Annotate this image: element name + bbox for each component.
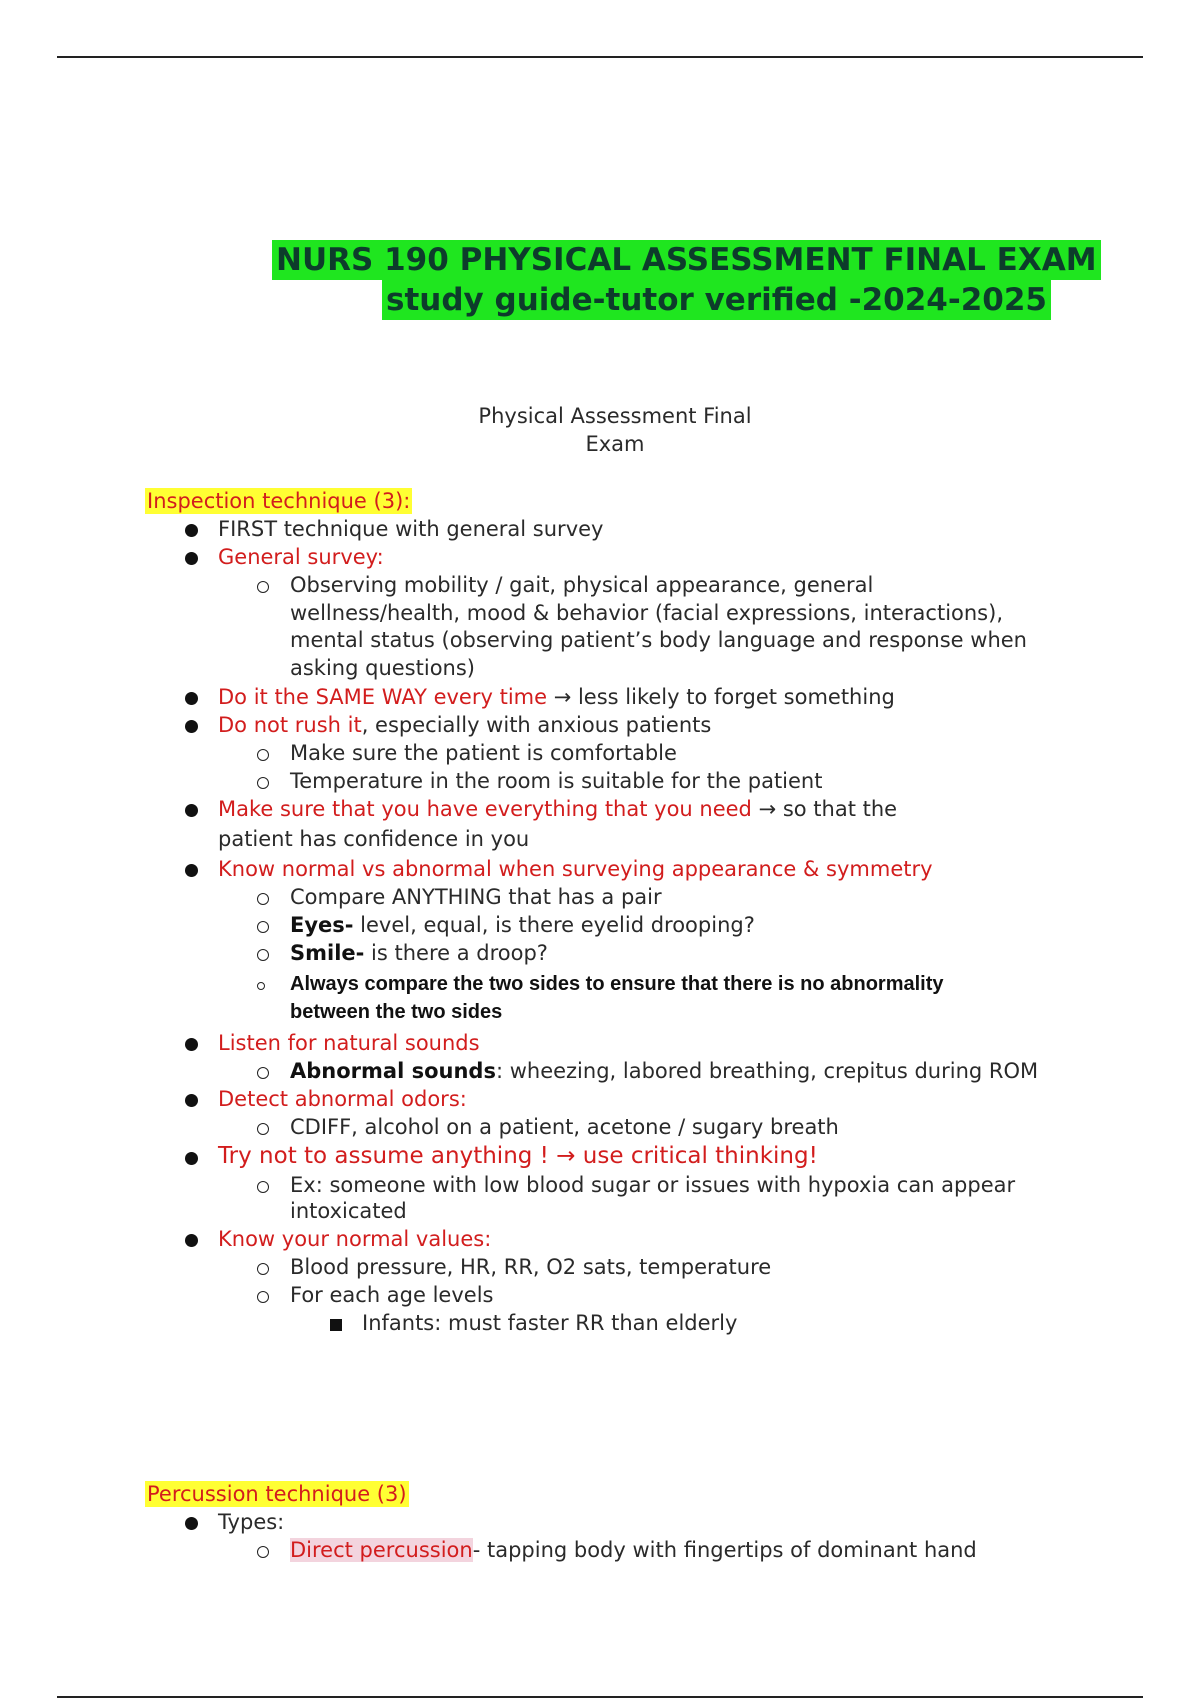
disc-bullet-icon: [185, 1038, 198, 1051]
list-item: Detect abnormal odors:: [218, 1087, 467, 1111]
circle-bullet-icon: [257, 1291, 269, 1303]
circle-bullet-icon: [257, 777, 269, 789]
list-item: Make sure the patient is comfortable: [290, 741, 677, 765]
list-item: Know your normal values:: [218, 1227, 492, 1251]
list-item-rest: is there a droop?: [364, 941, 548, 965]
list-item: General survey:: [218, 545, 384, 569]
subtitle-line-1: Physical Assessment Final: [478, 404, 752, 428]
list-item: Know normal vs abnormal when surveying appearance & symmetry: [218, 857, 933, 881]
list-item: [218, 712, 711, 738]
percussion-heading: Percussion technique (3): [147, 1482, 407, 1506]
list-item: [290, 1058, 1038, 1084]
emphasis-text: Do it the SAME WAY every time: [218, 685, 548, 709]
circle-bullet-icon: [257, 749, 269, 761]
list-item: [218, 796, 897, 822]
list-item-line: mental status (observing patient’s body language and response when: [290, 628, 1027, 652]
disc-bullet-icon: [185, 524, 198, 537]
inspection-heading: Inspection technique (3):: [147, 489, 411, 513]
list-item: Infants: must faster RR than elderly: [362, 1311, 738, 1335]
circle-bullet-icon: [257, 1546, 269, 1558]
list-item: Temperature in the room is suitable for the patient: [290, 769, 823, 793]
list-item: [290, 1537, 977, 1563]
list-item: [290, 940, 548, 966]
bold-term: Abnormal sounds: [290, 1059, 496, 1083]
circle-bullet-icon: [257, 1263, 269, 1275]
list-item: Compare ANYTHING that has a pair: [290, 885, 662, 909]
disc-bullet-icon: [185, 1517, 198, 1530]
list-item-line: Observing mobility / gait, physical appearance, general: [290, 573, 874, 597]
circle-bullet-icon: [257, 581, 269, 593]
emphasis-text: Make sure that you have everything that you need: [218, 797, 752, 821]
disc-bullet-icon: [185, 1234, 198, 1247]
list-item-line: patient has confidence in you: [218, 827, 530, 851]
highlighted-term: Direct percussion: [290, 1538, 473, 1562]
list-item-line: wellness/health, mood & behavior (facial expressions, interactions),: [290, 601, 1003, 625]
list-item-line: asking questions): [290, 656, 475, 680]
list-item: FIRST technique with general survey: [218, 517, 604, 541]
disc-bullet-icon: [185, 804, 198, 817]
disc-bullet-icon: [185, 692, 198, 705]
bold-term: Eyes-: [290, 913, 354, 937]
small-circle-bullet-icon: [257, 982, 265, 990]
list-item-rest: , especially with anxious patients: [361, 713, 712, 737]
disc-bullet-icon: [185, 864, 198, 877]
list-item: Try not to assume anything ! → use critical thinking!: [218, 1143, 818, 1169]
list-item-rest: : wheezing, labored breathing, crepitus during ROM: [495, 1059, 1039, 1083]
list-item-line: between the two sides: [290, 1001, 503, 1023]
document-title: [272, 240, 1172, 320]
top-rule: [57, 56, 1143, 58]
list-item: Blood pressure, HR, RR, O2 sats, temperature: [290, 1255, 772, 1279]
emphasis-text: Do not rush it: [218, 713, 362, 737]
list-item-line: intoxicated: [290, 1199, 407, 1223]
disc-bullet-icon: [185, 552, 198, 565]
circle-bullet-icon: [257, 893, 269, 905]
subtitle: [440, 402, 790, 458]
title-line-2: study guide-tutor verified -2024-2025: [382, 280, 1051, 320]
circle-bullet-icon: [257, 1123, 269, 1135]
subtitle-line-2: Exam: [585, 432, 645, 456]
circle-bullet-icon: [257, 1181, 269, 1193]
bottom-rule: [57, 1696, 1143, 1698]
list-item-rest: level, equal, is there eyelid drooping?: [353, 913, 755, 937]
circle-bullet-icon: [257, 921, 269, 933]
square-bullet-icon: [330, 1319, 342, 1331]
bold-term: Smile-: [290, 941, 365, 965]
list-item: [218, 684, 895, 710]
disc-bullet-icon: [185, 720, 198, 733]
title-line-1: NURS 190 PHYSICAL ASSESSMENT FINAL EXAM: [272, 240, 1101, 280]
list-item: Types:: [218, 1510, 285, 1534]
list-item-rest: → less likely to forget something: [547, 685, 895, 709]
circle-bullet-icon: [257, 949, 269, 961]
list-item-line: Always compare the two sides to ensure that there is no abnormality: [290, 973, 944, 995]
list-item-line: Ex: someone with low blood sugar or issues with hypoxia can appear: [290, 1173, 1016, 1197]
disc-bullet-icon: [185, 1094, 198, 1107]
list-item-rest: → so that the: [751, 797, 898, 821]
list-item: For each age levels: [290, 1283, 494, 1307]
list-item: [290, 912, 755, 938]
list-item: CDIFF, alcohol on a patient, acetone / sugary breath: [290, 1115, 839, 1139]
disc-bullet-icon: [185, 1152, 198, 1165]
circle-bullet-icon: [257, 1067, 269, 1079]
list-item-rest: - tapping body with fingertips of dominant hand: [472, 1538, 977, 1562]
list-item: Listen for natural sounds: [218, 1031, 480, 1055]
